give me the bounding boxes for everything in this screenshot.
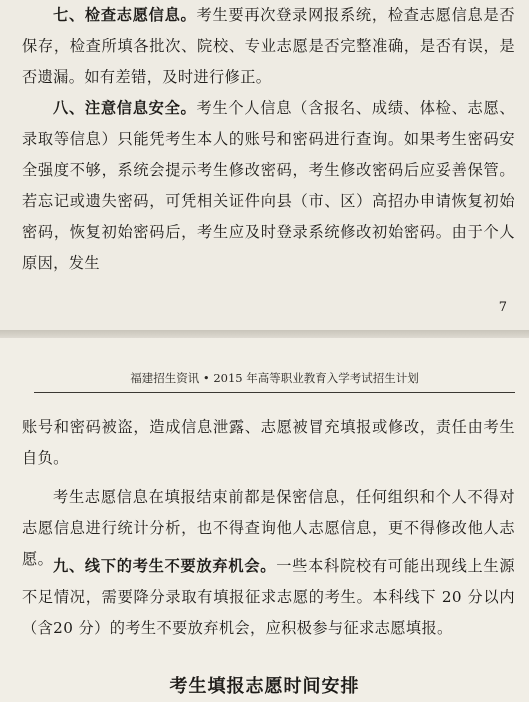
page-gutter (0, 330, 529, 338)
heading-seven: 七、检查志愿信息。 (53, 6, 197, 24)
paragraph-info-security (22, 93, 515, 279)
paragraph-continuation: 账号和密码被盗，造成信息泄露、志愿被冒充填报或修改，责任由考生自负。 (22, 418, 515, 467)
heading-nine: 九、线下的考生不要放弃机会。 (53, 557, 277, 575)
paragraph-check-volunteer-info (22, 0, 515, 93)
paragraph-nine-text: 一些本科院校有可能出现线上生源不足情况，需要降分录取有填报征求志愿的考生。本科线下 20 分以内（含20 分）的考生不要放弃机会，应积极参与征求志愿填报。 (22, 557, 515, 637)
heading-eight: 八、注意信息安全。 (53, 99, 197, 117)
running-header: 福建招生资讯 • 2015 年高等职业教育入学考试招生计划 (34, 370, 515, 393)
paragraph-seven-text: 考生要再次登录网报系统，检查志愿信息是否保存，检查所填各批次、院校、专业志愿是否完整准确，是否有误，是否遗漏。如有差错，及时进行修正。 (22, 6, 516, 86)
page-number: 7 (498, 300, 507, 315)
paragraph-below-line (22, 551, 515, 644)
section-title: 考生填报志愿时间安排 (169, 676, 360, 697)
paragraph-eight-text: 考生个人信息（含报名、成绩、体检、志愿、录取等信息）只能凭考生本人的账号和密码进行查询。如果考生密码安全强度不够，系统会提示考生修改密码，考生修改密码后应妥善保管。若忘记或遗失密码，可凭相关证件向县（市、区）高招办申请恢复初始密码，恢复初始密码后，考生应及时登录系统修改初始密码。由于个人原因，发生 (22, 99, 516, 272)
paragraph-privacy: 考生志愿信息在填报结束前都是保密信息，任何组织和个人不得对志愿信息进行统计分析，也不得查询他人志愿信息，更不得修改他人志愿。 (22, 488, 515, 568)
